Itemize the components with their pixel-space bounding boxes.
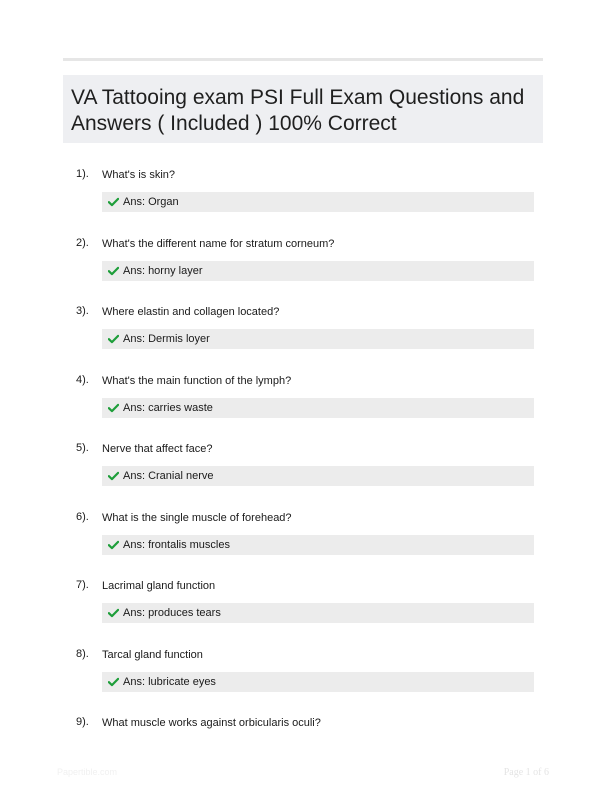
question-text: Where elastin and collagen located? [102, 306, 280, 318]
question-text: What muscle works against orbicularis oculi? [102, 717, 321, 729]
question-number: 8). [76, 647, 89, 660]
qa-item [0, 165, 606, 234]
answer-text: Ans: Organ [123, 196, 179, 208]
qa-item [0, 576, 606, 645]
answer-box [102, 192, 534, 212]
question-number: 2). [76, 236, 89, 249]
qa-item [0, 371, 606, 440]
question-text: What's is skin? [102, 169, 176, 181]
qa-item [0, 302, 606, 371]
question-text: What is the single muscle of forehead? [102, 511, 292, 524]
answer-text: Ans: Dermis loyer [123, 333, 210, 345]
question-number: 9). [76, 716, 89, 728]
checkmark-icon [108, 471, 119, 481]
title-banner [63, 75, 543, 143]
document-title: VA Tattooing exam PSI Full Exam Questions and Answers ( Included ) 100% Correct [71, 86, 525, 135]
question-number: 5). [76, 442, 89, 454]
answer-text: Ans: horny layer [123, 264, 203, 277]
checkmark-icon [108, 540, 119, 550]
qa-list [0, 165, 606, 782]
question-number: 4). [76, 373, 89, 386]
checkmark-icon [108, 334, 119, 344]
question-number: 3). [76, 305, 89, 317]
checkmark-icon [108, 266, 119, 276]
qa-item [0, 234, 606, 303]
question-text: Tarcal gland function [102, 648, 203, 661]
qa-item [0, 439, 606, 508]
answer-box [102, 535, 534, 555]
answer-text: Ans: produces tears [123, 607, 221, 619]
checkmark-icon [108, 608, 119, 618]
question-text: Lacrimal gland function [102, 580, 216, 592]
answer-box [102, 672, 534, 692]
checkmark-icon [108, 403, 119, 413]
answer-text: Ans: lubricate eyes [123, 675, 216, 688]
answer-box [102, 398, 534, 418]
question-text: Nerve that affect face? [102, 443, 213, 455]
answer-box [102, 603, 534, 623]
question-text: What's the different name for stratum corneum? [102, 237, 335, 250]
question-number: 7). [76, 579, 89, 591]
answer-box [102, 466, 534, 486]
question-number: 6). [76, 510, 89, 523]
qa-item [0, 508, 606, 577]
answer-text: Ans: frontalis muscles [123, 538, 230, 551]
answer-text: Ans: carries waste [123, 401, 213, 414]
answer-box [102, 329, 534, 349]
answer-text: Ans: Cranial nerve [123, 470, 214, 482]
checkmark-icon [108, 677, 119, 687]
qa-item [0, 645, 606, 714]
top-divider [63, 58, 543, 61]
answer-box [102, 261, 534, 281]
footer-watermark: Papertible.com [57, 767, 118, 777]
question-number: 1). [76, 168, 89, 180]
checkmark-icon [108, 197, 119, 207]
question-text: What's the main function of the lymph? [102, 374, 292, 387]
page-number: Page 1 of 6 [503, 767, 549, 778]
